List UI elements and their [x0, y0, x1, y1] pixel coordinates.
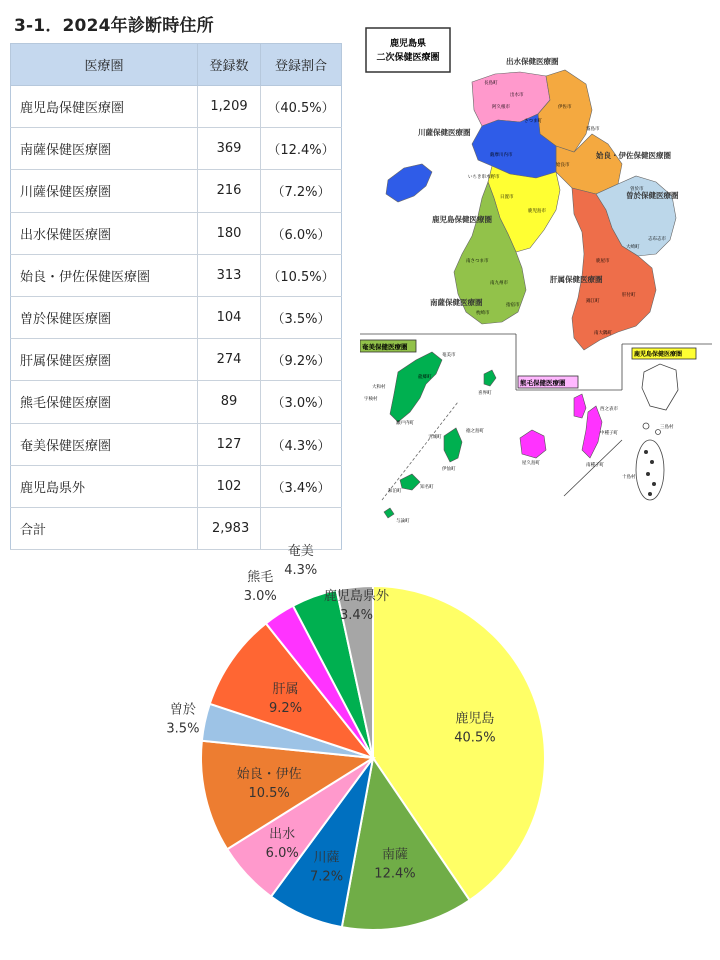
- cell-ratio: （9.2%）: [261, 339, 342, 381]
- cell-ratio: （6.0%）: [261, 212, 342, 254]
- pie-slices: [201, 586, 545, 930]
- pie-label-value-6: 9.2%: [269, 700, 303, 716]
- pie-label-value-3: 6.0%: [265, 846, 299, 862]
- table-row: [11, 296, 342, 338]
- cell-count: 216: [198, 170, 261, 212]
- cell-ratio: （12.4%）: [261, 128, 342, 170]
- kikai-island: [484, 370, 496, 386]
- town-kirishima: 霧島市: [586, 127, 600, 132]
- region-map: [360, 22, 712, 532]
- page-title: 3-1．2024年診断時住所: [14, 16, 214, 36]
- town-uken: 宇検村: [364, 397, 378, 402]
- cell-count: 104: [198, 296, 261, 338]
- table-row: [11, 339, 342, 381]
- kimotsuki-label: 肝属保健医療圏: [550, 275, 603, 284]
- pie-label-name-0: 鹿児島: [455, 711, 495, 727]
- cell-ratio: （3.5%）: [261, 296, 342, 338]
- town-akune: 阿久根市: [492, 105, 510, 110]
- cell-count: 274: [198, 339, 261, 381]
- town-yoron: 与論町: [396, 519, 410, 524]
- table-row: [11, 128, 342, 170]
- pie-label-value-9: 3.4%: [339, 608, 374, 624]
- town-satsumasendai: 薩摩川内市: [490, 153, 513, 158]
- table-row: [11, 465, 342, 507]
- kumage-label: 熊毛保健医療圏: [520, 379, 566, 387]
- cell-ratio: （7.2%）: [261, 170, 342, 212]
- table-row: [11, 381, 342, 423]
- pie-chart: [0, 540, 720, 960]
- table-row: [11, 212, 342, 254]
- pie-label-name-1: 南薩: [381, 847, 408, 863]
- pie-label-value-4: 10.5%: [248, 786, 290, 802]
- town-makurazaki: 枕崎市: [476, 311, 490, 316]
- town-minamisatsuma: 南さつま市: [466, 259, 489, 264]
- cell-region: 奄美保健医療圏: [11, 423, 198, 465]
- cell-region: 熊毛保健医療圏: [11, 381, 198, 423]
- town-amami: 奄美市: [442, 353, 456, 358]
- town-isa: 伊佐市: [558, 105, 572, 110]
- town-osaki: 大崎町: [626, 245, 640, 250]
- town-izumi: 出水市: [510, 93, 524, 98]
- pie-label-value-7: 3.0%: [243, 589, 277, 605]
- town-tatsugo: 龍郷町: [418, 375, 432, 380]
- town-hioki: 日置市: [500, 195, 514, 200]
- table-row: [11, 423, 342, 465]
- town-shibushi: 志布志市: [648, 237, 666, 242]
- tokunoshima-island: [444, 428, 462, 462]
- town-satsuma: さつま町: [524, 119, 542, 124]
- cell-count: 369: [198, 128, 261, 170]
- town-mishima: 三島村: [660, 425, 674, 430]
- cell-region: 鹿児島保健医療圏: [11, 86, 198, 128]
- town-yakushima: 屋久島町: [522, 461, 540, 466]
- kagoshima-label: 鹿児島保健医療圏: [432, 215, 492, 224]
- header-region: 医療圏: [11, 44, 198, 86]
- cell-count: 127: [198, 423, 261, 465]
- cell-region: 出水保健医療圏: [11, 212, 198, 254]
- cell-ratio: （3.0%）: [261, 381, 342, 423]
- cell-ratio: （40.5%）: [261, 86, 342, 128]
- town-aira: 姶良市: [556, 163, 570, 168]
- header-count: 登録数: [198, 44, 261, 86]
- town-ibusuki: 指宿市: [506, 303, 520, 308]
- town-toshima: 十島村: [622, 475, 636, 480]
- pie-label-value-2: 7.2%: [310, 869, 344, 885]
- town-kagoshima: 鹿児島市: [528, 209, 546, 214]
- kagoshima-inset-label: 鹿児島保健医療圏: [634, 351, 683, 358]
- table-row: [11, 170, 342, 212]
- town-soo: 曽於市: [630, 187, 644, 192]
- pie-label-value-5: 3.5%: [166, 721, 200, 737]
- yakushima-island: [520, 430, 546, 458]
- aira-label: 姶良・伊佐保健医療圏: [596, 151, 671, 160]
- pie-label-name-5: 曽於: [169, 702, 196, 718]
- town-minamiosumi: 南大隅町: [594, 331, 612, 336]
- pie-label-name-2: 川薩: [313, 850, 340, 866]
- tanegashima-island: [582, 406, 602, 458]
- map-title-box: [366, 28, 450, 72]
- town-tokunoshima: 徳之島町: [466, 429, 484, 434]
- header-ratio: 登録割合: [261, 44, 342, 86]
- town-minamitane: 南種子町: [586, 463, 604, 468]
- koshiki-islands: [386, 164, 432, 202]
- pie-label-name-6: 肝属: [272, 681, 299, 697]
- cell-count: 89: [198, 381, 261, 423]
- town-isen: 伊仙町: [442, 467, 456, 472]
- cell-ratio: （3.4%）: [261, 465, 342, 507]
- town-wadomari: 和泊町: [388, 489, 402, 494]
- pie-label-name-3: 出水: [269, 827, 296, 843]
- town-china: 知名町: [420, 485, 434, 490]
- town-nishinoomote: 西之表市: [600, 407, 618, 412]
- pie-label-name-9: 鹿児島県外: [323, 589, 390, 605]
- cell-region: 川薩保健医療圏: [11, 170, 198, 212]
- town-minamikyushu: 南九州市: [490, 281, 508, 286]
- cell-count: 102: [198, 465, 261, 507]
- yoron-island: [384, 508, 394, 518]
- table-header-row: [11, 44, 342, 86]
- town-kanoya: 鹿屋市: [596, 259, 610, 264]
- pie-label-name-4: 始良・伊佐: [236, 767, 302, 783]
- town-ichikikushikino: いちき串木野市: [468, 175, 500, 180]
- cell-count: 313: [198, 254, 261, 296]
- izumi-label: 出水保健医療圏: [506, 57, 559, 66]
- map-title-line2: 二次保健医療圏: [376, 53, 440, 63]
- pie-label-value-1: 12.4%: [374, 866, 416, 882]
- cell-region: 肝属保健医療圏: [11, 339, 198, 381]
- town-kinko: 錦江町: [586, 299, 600, 304]
- amami-label: 奄美保健医療圏: [362, 343, 408, 351]
- cell-region: 曽於保健医療圏: [11, 296, 198, 338]
- cell-count: 1,209: [198, 86, 261, 128]
- nansatsu-label: 南薩保健医療圏: [430, 298, 483, 307]
- town-yamato: 大和村: [372, 385, 386, 390]
- pie-label-value-8: 4.3%: [284, 563, 318, 579]
- town-kimotsuki: 肝付町: [622, 293, 636, 298]
- cell-region: 鹿児島県外: [11, 465, 198, 507]
- cell-ratio: （4.3%）: [261, 423, 342, 465]
- tanegashima-north: [574, 394, 586, 418]
- cell-region: 始良・伊佐保健医療圏: [11, 254, 198, 296]
- total-count: 2,983: [198, 507, 261, 549]
- map-title-line1: 鹿児島県: [389, 39, 427, 49]
- table-row: [11, 86, 342, 128]
- cell-ratio: （10.5%）: [261, 254, 342, 296]
- okinoerabu-island: [400, 474, 420, 490]
- town-amagi: 天城町: [428, 435, 442, 440]
- cell-count: 180: [198, 212, 261, 254]
- town-setouchi: 瀬戸内町: [396, 421, 414, 426]
- pie-label-name-8: 奄美: [287, 544, 314, 560]
- town-nakatane: 中種子町: [600, 431, 618, 436]
- pie-label-name-7: 熊毛: [247, 570, 274, 586]
- soo-label: 曽於保健医療圏: [626, 191, 679, 200]
- sensatsu-label: 川薩保健医療圏: [418, 128, 471, 137]
- total-label: 合計: [11, 507, 198, 549]
- table-row: [11, 254, 342, 296]
- registration-table: [10, 43, 342, 550]
- amami-oshima: [390, 352, 442, 422]
- town-kikai: 喜界町: [478, 391, 492, 396]
- inset-coastline: [642, 364, 678, 410]
- pie-label-value-0: 40.5%: [454, 730, 496, 746]
- town-nagashima: 長島町: [484, 81, 498, 86]
- cell-region: 南薩保健医療圏: [11, 128, 198, 170]
